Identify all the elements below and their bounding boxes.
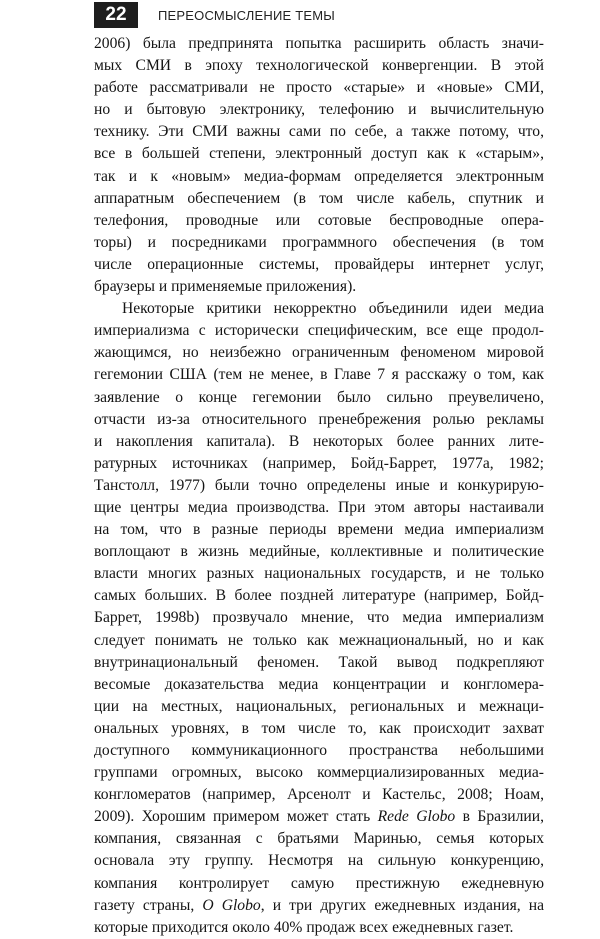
text-line (94, 77, 544, 99)
text-run: мых СМИ в эпоху технологической конвергенции. В этой (94, 57, 544, 75)
text-line (94, 740, 544, 762)
paragraph (94, 33, 544, 298)
text-line (94, 121, 544, 143)
text-line (94, 806, 544, 828)
text-run: доступного коммуникационного пространства небольшими (94, 742, 544, 759)
text-run: технику. Эти СМИ важны сами по себе, а также потому, что, (94, 123, 544, 141)
text-line (94, 784, 544, 806)
text-run: отчасти из-за относительного пренебрежения ролью рекламы (94, 410, 544, 428)
paragraph (94, 298, 544, 939)
text-line (94, 298, 544, 320)
text-line (94, 873, 544, 895)
text-run: ратурных источниках (например, Бойд-Баррет, 1977а, 1982; (94, 454, 544, 472)
text-run: компания контролирует самую престижную ежедневную (94, 874, 544, 892)
text-line (94, 409, 544, 431)
text-line (94, 895, 544, 917)
text-run: ональных уровнях, в том числе то, как происходит захват (94, 719, 544, 737)
italic-text: Rede Globo (377, 808, 456, 826)
text-run: 2009). Хорошим примером может стать (94, 808, 378, 826)
text-line (94, 475, 544, 497)
page-header (94, 2, 335, 28)
text-line (94, 563, 544, 585)
text-line (94, 99, 544, 121)
text-line (94, 342, 544, 364)
text-line (94, 431, 544, 453)
text-run: заявление о конце гегемонии было сильно преувеличено, (94, 388, 544, 406)
text-run: в Бразилии, (455, 808, 544, 826)
text-run: которые приходится около 40% продаж всех ежедневных газет. (94, 918, 514, 936)
text-run: Танстолл, 1977) были точно определены иные и конкурирую- (94, 476, 544, 494)
text-run: жающимся, но неизбежно ограниченным феноменом мировой (94, 344, 544, 362)
text-run: все в большей степени, электронный доступ как к «старым», (94, 145, 544, 163)
text-run: 2006) была предпринята попытка расширить область значи- (94, 35, 544, 52)
text-line (94, 55, 544, 77)
running-title: ПЕРЕОСМЫСЛЕНИЕ ТЕМЫ (158, 7, 335, 23)
text-run: ции на местных, национальных, региональных и межнаци- (94, 697, 544, 715)
text-run: внутринациональный феномен. Такой вывод подкрепляют (94, 653, 544, 671)
text-run: торы) и посредниками программного обеспечения (в том (94, 233, 544, 251)
text-line (94, 674, 544, 696)
text-run: власти многих разных национальных государств, и не только (94, 565, 544, 583)
text-run: конгломератов (например, Арсенолт и Кастельс, 2008; Ноам, (94, 786, 544, 804)
text-line (94, 453, 544, 475)
text-line (94, 166, 544, 188)
text-run: Баррет, 1998b) прозвучало мнение, что медиа империализм (94, 609, 544, 627)
text-line (94, 696, 544, 718)
text-run: газету страны, (94, 896, 203, 914)
text-run: гегемонии США (тем не менее, в Главе 7 я расскажу о том, как (94, 366, 544, 384)
text-run: на том, что в разные периоды времени медиа империализм (94, 521, 544, 539)
text-line (94, 364, 544, 386)
text-run: основала эту группу. Несмотря на сильную конкуренцию, (94, 852, 544, 870)
text-run: браузеры и применяемые приложения). (94, 278, 357, 296)
text-line (94, 232, 544, 254)
italic-text: O Globo (202, 896, 261, 914)
body-text (94, 33, 544, 939)
text-run: компания, связанная с братьями Маринью, семья которых (94, 830, 544, 848)
text-line (94, 143, 544, 165)
text-run: следует понимать не только как межнациональный, но и как (94, 631, 544, 649)
text-line (94, 210, 544, 232)
text-run: числе операционные системы, провайдеры интернет услуг, (94, 255, 544, 273)
text-run: империализма с исторически специфическим, все еще продол- (94, 322, 544, 340)
text-run: , и три других ежедневных издания, на (260, 896, 544, 914)
text-run: так и к «новым» медиа-формам определяется электронным (94, 167, 544, 185)
text-run: но и бытовую электронику, телефонию и вычислительную (94, 101, 544, 119)
text-line (94, 33, 544, 55)
text-line (94, 762, 544, 784)
text-line (94, 585, 544, 607)
text-line (94, 320, 544, 342)
text-line (94, 828, 544, 850)
text-line (94, 188, 544, 210)
text-line (94, 850, 544, 872)
text-run: аппаратным обеспечением (в том числе кабель, спутник и (94, 189, 544, 207)
text-run: самых больших. В более поздней литературе (например, Бойд- (94, 587, 544, 605)
text-run: работе рассматривали не просто «старые» и «новые» СМИ, (94, 79, 544, 97)
text-run: воплощают в жизнь медийные, коллективные и политические (94, 543, 544, 561)
text-line (94, 607, 544, 629)
text-run: весомые доказательства медиа концентрации и конгломера- (94, 675, 544, 693)
text-line (94, 630, 544, 652)
text-line (94, 276, 544, 298)
text-run: телефония, проводные или сотовые беспроводные опера- (94, 211, 544, 229)
text-run: и накопления капитала). В некоторых более ранних лите- (94, 432, 544, 450)
page-number: 22 (94, 2, 138, 28)
text-line (94, 652, 544, 674)
text-line (94, 387, 544, 409)
text-line (94, 718, 544, 740)
text-line (94, 254, 544, 276)
text-line (94, 541, 544, 563)
text-run: щие центры медиа производства. При этом авторы настаивали (94, 498, 544, 516)
text-run: группами огромных, высоко коммерциализированных медиа- (94, 764, 544, 782)
text-line (94, 917, 544, 939)
text-run: Некоторые критики некорректно объединили идеи медиа (122, 300, 544, 318)
text-line (94, 497, 544, 519)
text-line (94, 519, 544, 541)
